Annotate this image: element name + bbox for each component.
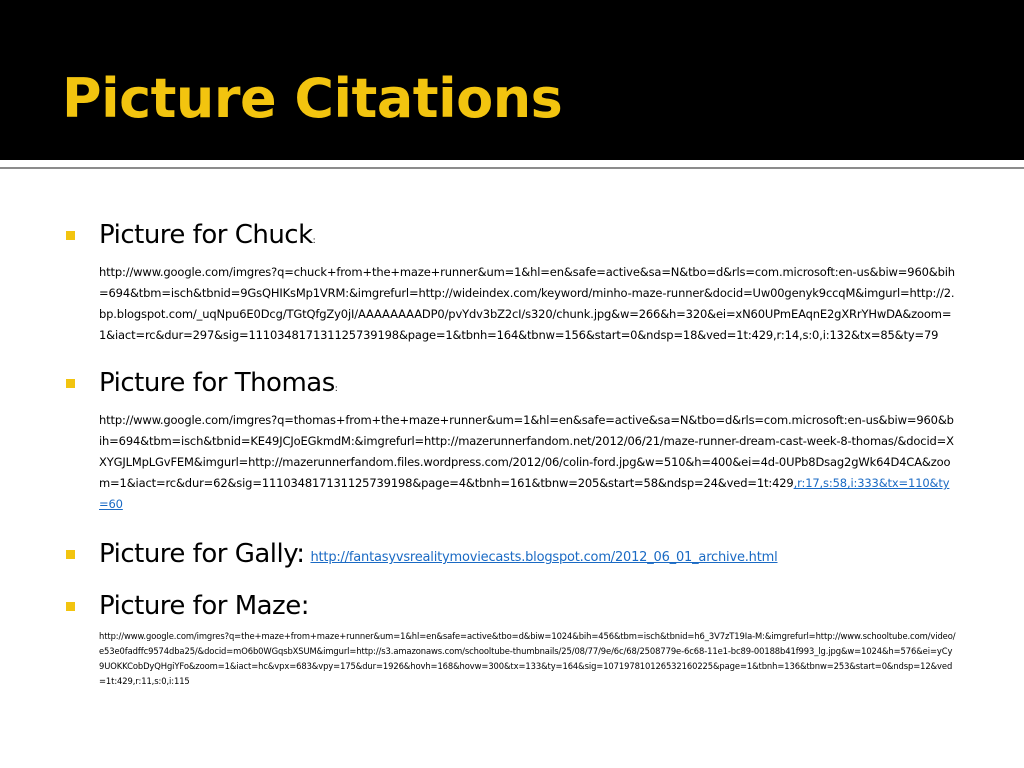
- citation-item-gally: [66, 537, 956, 575]
- citation-heading: Picture for Maze:: [99, 591, 309, 621]
- citation-url: http://www.google.com/imgres?q=chuck+from+the+maze+runner&um=1&hl=en&safe=active&sa=N&tbo=d&rls=com.microsoft:en-us&biw=960&bih=694&tbm=isch&tbnid=9GsQHIKsMp1VRM:&imgrefurl=http://wideindex.com/keyword/minho-maze-runner&docid=Uw00genyk9ccqM&imgurl=http://2.bp.blogspot.com/_uqNpu6E0Dcg/TGtQfgZy0jI/AAAAAAAADP0/pvYdv3bZ2cI/s320/chunk.jpg&w=266&h=320&ei=xN60UPmEAqnE2gXRrYHwDA&zoom=1&iact=rc&dur=297&sig=111034817131125739198&page=1&tbnh=164&tbnw=156&start=0&ndsp=18&ved=1t:429,r:14,s:0,i:132&tx=85&ty=79: [99, 265, 955, 342]
- citation-heading: Picture for Chuck:: [99, 220, 316, 250]
- bullet-icon: [66, 550, 75, 559]
- bullet-icon: [66, 231, 75, 240]
- citation-colon: :: [312, 236, 316, 246]
- citation-heading: Picture for Gally: http://fantasyvsrealitymoviecasts.blogspot.com/2012_06_01_archive.html: [99, 539, 778, 569]
- bullet-icon: [66, 379, 75, 388]
- citation-colon: :: [334, 384, 338, 394]
- title-bar: [0, 0, 1024, 160]
- citation-url: http://www.google.com/imgres?q=thomas+from+the+maze+runner&um=1&hl=en&safe=active&sa=N&tbo=d&rls=com.microsoft:en-us&biw=960&bih=694&tbm=isch&tbnid=KE49JCJoEGkmdM:&imgrefurl=http://mazerunnerfandom.net/2012/06/21/maze-runner-dream-cast-week-8-thomas/&docid=XXYGJLMpLGvFEM&imgurl=http://mazerunnerfandom.files.wordpress.com/2012/06/colin-ford.jpg&w=510&h=400&ei=4d-0UPb8Dsag2gWk64D4CA&zoom=1&iact=rc&dur=62&sig=111034817131125739198&page=4&tbnh=161&tbnw=205&start=58&ndsp=24&ved=1t:429,r:17,s:58,i:333&tx=110&ty=60: [99, 413, 954, 511]
- citation-item-maze: [66, 589, 956, 689]
- citation-heading: Picture for Thomas:: [99, 368, 338, 398]
- citation-item-chuck: [66, 218, 956, 346]
- citation-item-thomas: [66, 366, 956, 515]
- citation-url: http://www.google.com/imgres?q=the+maze+from+maze+runner&um=1&hl=en&safe=active&tbo=d&biw=1024&bih=456&tbm=isch&tbnid=h6_3V7zT19Ia-M:&imgrefurl=http://www.schooltube.com/video/e53e0fadffc9574dba25/&docid=mO6b0WGqsbXSUM&imgurl=http://s3.amazonaws.com/schooltube-thumbnails/25/08/77/9e/6c/68/2508779e-6c68-11e1-bc89-00188b41f993_lg.jpg&w=1024&h=576&ei=yCy9UOKKCobDyQHgiYFo&zoom=1&iact=hc&vpx=683&vpy=175&dur=1926&hovh=168&hovw=300&tx=133&ty=164&sig=107197810126532160225&page=1&tbnh=136&tbnw=253&start=0&ndsp=12&ved=1t:429,r:11,s:0,i:115: [99, 631, 956, 686]
- title-divider: [0, 167, 1024, 169]
- citation-url-link[interactable]: ,r:17,s:58,i:333&tx=110&ty=60: [99, 476, 950, 511]
- bullet-icon: [66, 602, 75, 611]
- citation-list: [66, 218, 956, 689]
- slide-title: Picture Citations: [62, 67, 563, 130]
- citation-link[interactable]: http://fantasyvsrealitymoviecasts.blogspot.com/2012_06_01_archive.html: [310, 550, 778, 565]
